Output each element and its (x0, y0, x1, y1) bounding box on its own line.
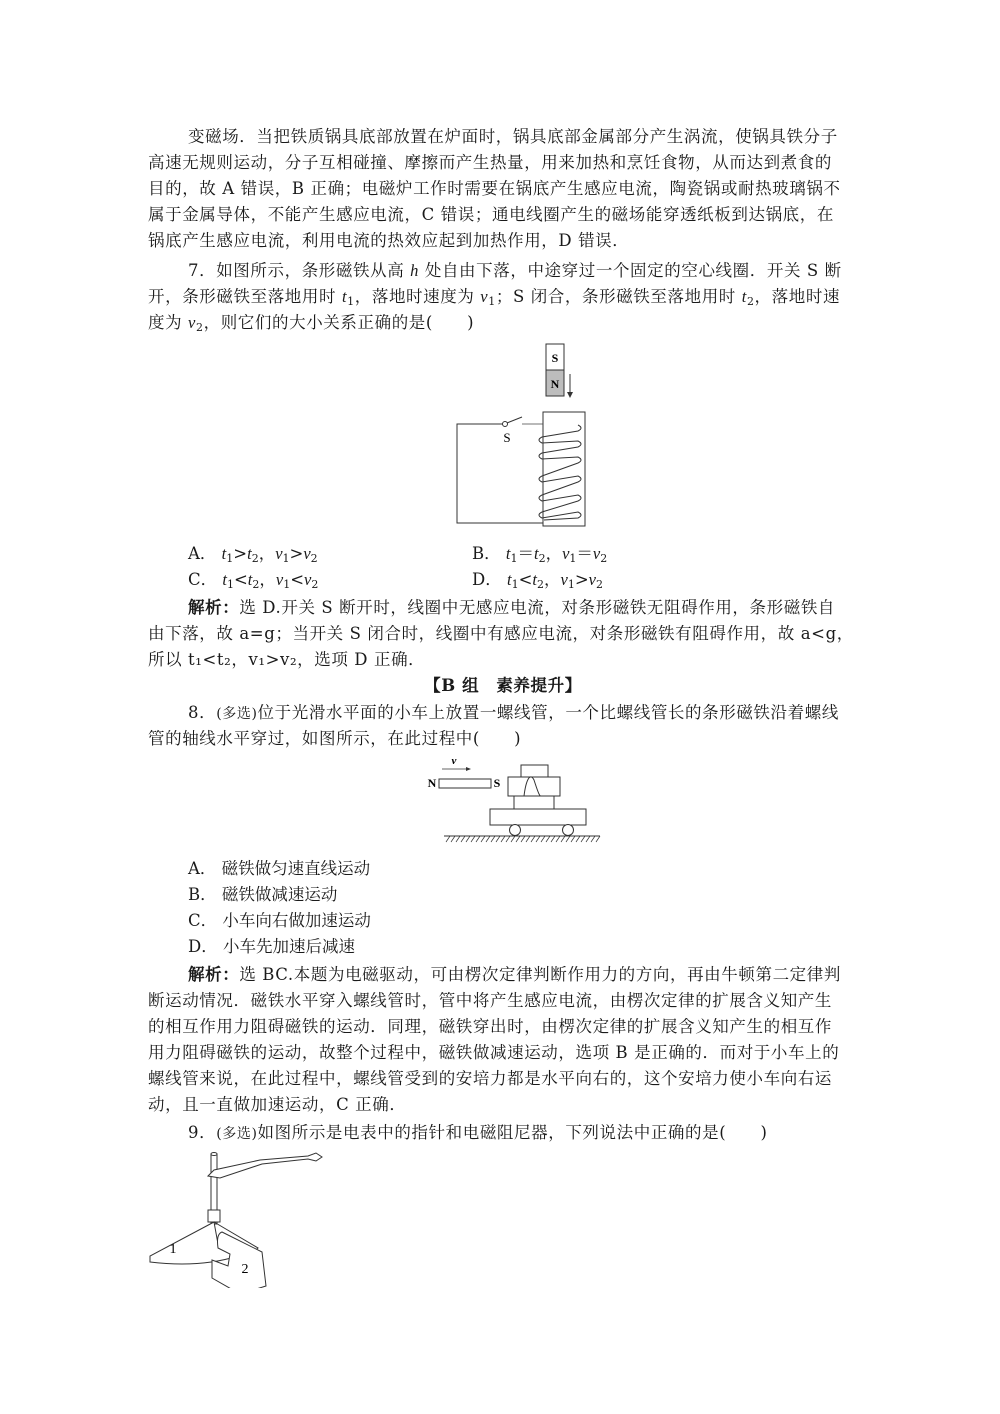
cart-wheel-left (510, 825, 521, 836)
q7-option-c[interactable]: C． $t_1<t_2$，$v_1<v_2$ (188, 570, 319, 591)
solenoid-stand (514, 796, 554, 809)
multi-select-tag: (多选) (216, 706, 258, 722)
q7-analysis-line: 由下落，故 a=g；当开关 S 闭合时，线圈中有感应电流，对条形磁铁有阻碍作用，故 a<g， (148, 624, 854, 643)
q8-option-c[interactable]: C． 小车向右做加速运动 (188, 911, 371, 930)
continuation-line: 变磁场．当把铁质锅具底部放置在炉面时，锅具底部金属部分产生涡流，使锅具铁分子 (188, 127, 838, 146)
q8-analysis-line: 螺线管来说，在此过程中，螺线管受到的安培力都是水平向右的，这个安培力使小车向右运 (148, 1069, 832, 1088)
q7-option-b[interactable]: B． $t_1=t_2$，$v_1=v_2$ (472, 544, 608, 565)
analysis-label: 解析： (188, 965, 240, 984)
continuation-line: 目的，故 A 错误，B 正确；电磁炉工作时需要在锅底产生感应电流，陶瓷锅或耐热玻璃锅不 (148, 179, 841, 198)
q8-analysis-line: 动，且一直做加速运动，C 正确． (148, 1095, 407, 1114)
q7-stem-line2: 开，条形磁铁至落地用时 $t_1$，落地时速度为 $v_1$；S 闭合，条形磁铁至落地用时 $t_2$，落地时速 (148, 287, 841, 308)
continuation-line: 锅底产生感应电流，利用电流的热效应起到加热作用，D 错误． (148, 231, 630, 250)
switch-pivot (503, 422, 508, 427)
q8-stem-line1: 8．(多选)位于光滑水平面的小车上放置一螺线管，一个比螺线管长的条形磁铁沿着螺线 (188, 703, 839, 722)
velocity-label: v (451, 755, 457, 767)
switch-label: S (503, 430, 511, 445)
magnet-south-label: S (493, 776, 501, 790)
pointer-needle (208, 1153, 322, 1178)
cart-body (490, 809, 586, 825)
q8-option-b[interactable]: B． 磁铁做减速运动 (188, 885, 338, 904)
q7-analysis-line: 所以 t₁<t₂，v₁>v₂，选项 D 正确． (148, 650, 426, 669)
q9-number: 9． (188, 1123, 217, 1142)
q8-option-d[interactable]: D． 小车先加速后减速 (188, 937, 355, 956)
cart-wheel-right (563, 825, 574, 836)
continuation-line: 高速无规则运动，分子互相碰撞、摩擦而产生热量，用来加热和烹饪食物，从而达到煮食的 (148, 153, 832, 172)
magnet-north-label: N (427, 776, 437, 790)
q9-stem-line1: 9．(多选)如图所示是电表中的指针和电磁阻尼器，下列说法中正确的是( ) (188, 1123, 768, 1142)
q7-analysis-line: 解析：选 D.开关 S 断开时，线圈中无感应电流，对条形磁铁无阻碍作用，条形磁铁自 (188, 598, 836, 617)
q8-analysis-line: 解析：选 BC.本题为电磁驱动，可由楞次定律判断作用力的方向，再由牛顿第二定律判 (188, 965, 841, 984)
magnet-south-label: S (551, 351, 559, 365)
switch-blade (507, 417, 522, 423)
q8-option-a[interactable]: A． 磁铁做匀速直线运动 (188, 859, 371, 878)
q9-figure-needle-damper (140, 1148, 340, 1288)
label-2: 2 (241, 1262, 249, 1277)
coil-tube (543, 412, 585, 526)
section-heading: 【B 组 素养提升】 (424, 676, 582, 695)
q8-number: 8． (188, 703, 217, 722)
label-1: 1 (169, 1242, 177, 1257)
q8-figure-cart-solenoid (420, 752, 610, 844)
continuation-line: 属于金属导体，不能产生感应电流，C 错误；通电线圈产生的磁场能穿透纸板到达锅底，在 (148, 205, 834, 224)
bar-magnet (439, 779, 491, 788)
q7-option-a[interactable]: A． $t_1>t_2$，$v_1>v_2$ (188, 544, 318, 565)
q7-stem-line1: 7．如图所示，条形磁铁从高 h 处自由下落，中途穿过一个固定的空心线圈．开关 S 断 (188, 261, 842, 280)
multi-select-tag: (多选) (216, 1126, 258, 1142)
q7-stem-line3: 度为 $v_2$，则它们的大小关系正确的是( ) (148, 313, 475, 334)
magnet-north-label: N (550, 377, 560, 391)
q7-number: 7． (188, 261, 217, 280)
q7-option-d[interactable]: D． $t_1<t_2$，$v_1>v_2$ (472, 570, 603, 591)
q8-analysis-line: 用力阻碍磁铁的运动，故整个过程中，磁铁做减速运动，选项 B 是正确的．而对于小车上的 (148, 1043, 840, 1062)
q7-figure-magnet-coil (450, 340, 600, 530)
q8-analysis-line: 的相互作用力阻碍磁铁的运动．同理，磁铁穿出时，由楞次定律的扩展含义知产生的相互作 (148, 1017, 832, 1036)
shaft-collar (208, 1210, 220, 1222)
q8-analysis-line: 断运动情况．磁铁水平穿入螺线管时，管中将产生感应电流，由楞次定律的扩展含义知产生 (148, 991, 832, 1010)
coil-windings (539, 425, 581, 520)
solenoid-top (521, 765, 548, 777)
analysis-label: 解析： (188, 598, 240, 617)
q8-stem-line2: 管的轴线水平穿过，如图所示，在此过程中( ) (148, 729, 522, 748)
ground-hatching (446, 836, 600, 842)
